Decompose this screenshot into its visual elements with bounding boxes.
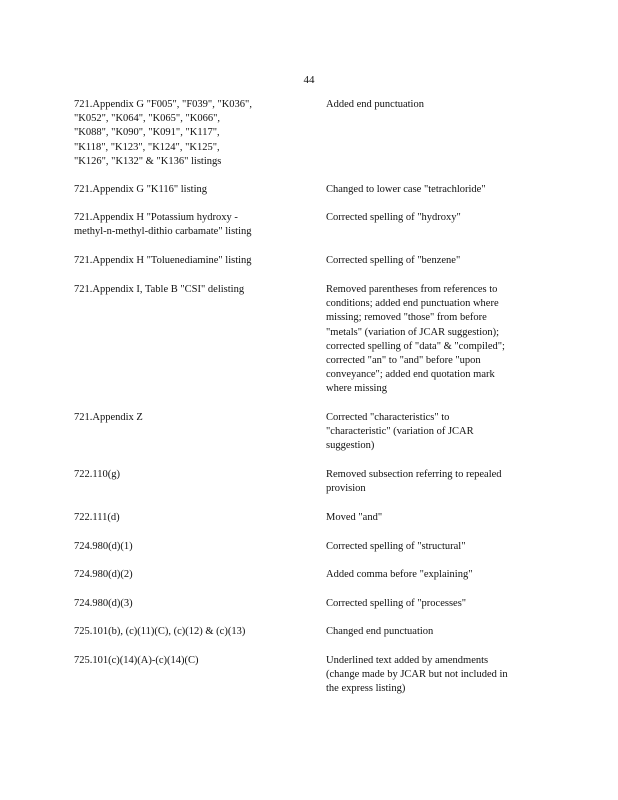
section-line: 722.111(d) (74, 512, 120, 523)
section-line: "K118", "K123", "K124", "K125", (74, 141, 220, 153)
change-description (326, 511, 541, 525)
section-line: "K088", "K090", "K091", "K117", (74, 127, 220, 139)
change-description (326, 468, 541, 496)
section-reference (74, 540, 284, 554)
change-description (326, 211, 541, 225)
change-line: Changed end punctuation (326, 626, 434, 637)
change-line: Corrected spelling of "structural" (326, 541, 466, 552)
change-description (326, 183, 541, 197)
section-line: 721.Appendix Z (74, 412, 143, 423)
section-reference (74, 411, 284, 425)
change-description (326, 568, 541, 582)
section-line: 721.Appendix G "K116" listing (74, 184, 208, 195)
section-line: 725.101(c)(14)(A)-(c)(14)(C) (74, 655, 199, 666)
section-reference (74, 98, 284, 169)
section-reference (74, 211, 284, 239)
section-line: 721.Appendix H "Potassium hydroxy - (74, 212, 238, 223)
change-line: Underlined text added by amendments (326, 655, 489, 666)
change-line: Changed to lower case "tetrachloride" (326, 184, 486, 195)
change-line: conditions; added end punctuation where (326, 298, 499, 310)
change-description (326, 625, 541, 639)
change-line: "characteristic" (variation of JCAR (326, 426, 474, 438)
change-line: provision (326, 483, 366, 495)
section-reference (74, 511, 284, 525)
section-reference (74, 654, 284, 668)
change-line: Corrected spelling of "processes" (326, 598, 467, 609)
change-line: Corrected spelling of "benzene" (326, 255, 461, 266)
section-reference (74, 625, 284, 639)
section-line: 724.980(d)(2) (74, 569, 133, 580)
section-reference (74, 468, 284, 482)
section-line: 721.Appendix G "F005", "F039", "K036", (74, 99, 252, 110)
section-line: 721.Appendix I, Table B "CSI" delisting (74, 284, 245, 295)
change-description (326, 654, 541, 697)
section-reference (74, 183, 284, 197)
change-line: Moved "and" (326, 512, 383, 523)
change-line: conveyance"; added end quotation mark (326, 369, 495, 381)
change-line: Corrected spelling of "hydroxy" (326, 212, 461, 223)
change-line: corrected spelling of "data" & "compiled"; (326, 340, 505, 352)
section-line: "K126", "K132" & "K136" listings (74, 155, 222, 167)
change-description (326, 411, 541, 454)
section-reference (74, 254, 284, 268)
section-line: methyl-n-methyl-dithio carbamate" listing (74, 226, 252, 238)
section-reference (74, 597, 284, 611)
change-line: suggestion) (326, 440, 375, 452)
change-line: Added comma before "explaining" (326, 569, 473, 580)
change-line: "metals" (variation of JCAR suggestion); (326, 326, 500, 338)
section-line: "K052", "K064", "K065", "K066", (74, 113, 220, 125)
change-line: Removed parentheses from references to (326, 284, 498, 295)
change-description (326, 597, 541, 611)
change-line: missing; removed "those" from before (326, 312, 487, 324)
change-description (326, 283, 541, 397)
section-line: 724.980(d)(1) (74, 541, 133, 552)
change-description (326, 254, 541, 268)
section-reference (74, 568, 284, 582)
page-number: 44 (303, 74, 315, 86)
change-line: Corrected "characteristics" to (326, 412, 450, 423)
change-line: Removed subsection referring to repealed (326, 469, 502, 480)
section-line: 722.110(g) (74, 469, 120, 480)
change-line: (change made by JCAR but not included in (326, 669, 508, 681)
section-reference (74, 283, 284, 297)
change-line: Added end punctuation (326, 99, 424, 110)
section-line: 721.Appendix H "Toluenediamine" listing (74, 255, 252, 266)
change-description (326, 98, 541, 112)
change-line: corrected "an" to "and" before "upon (326, 355, 481, 367)
section-line: 725.101(b), (c)(11)(C), (c)(12) & (c)(13) (74, 626, 246, 637)
change-line: the express listing) (326, 683, 406, 695)
section-line: 724.980(d)(3) (74, 598, 133, 609)
change-description (326, 540, 541, 554)
change-line: where missing (326, 383, 387, 395)
